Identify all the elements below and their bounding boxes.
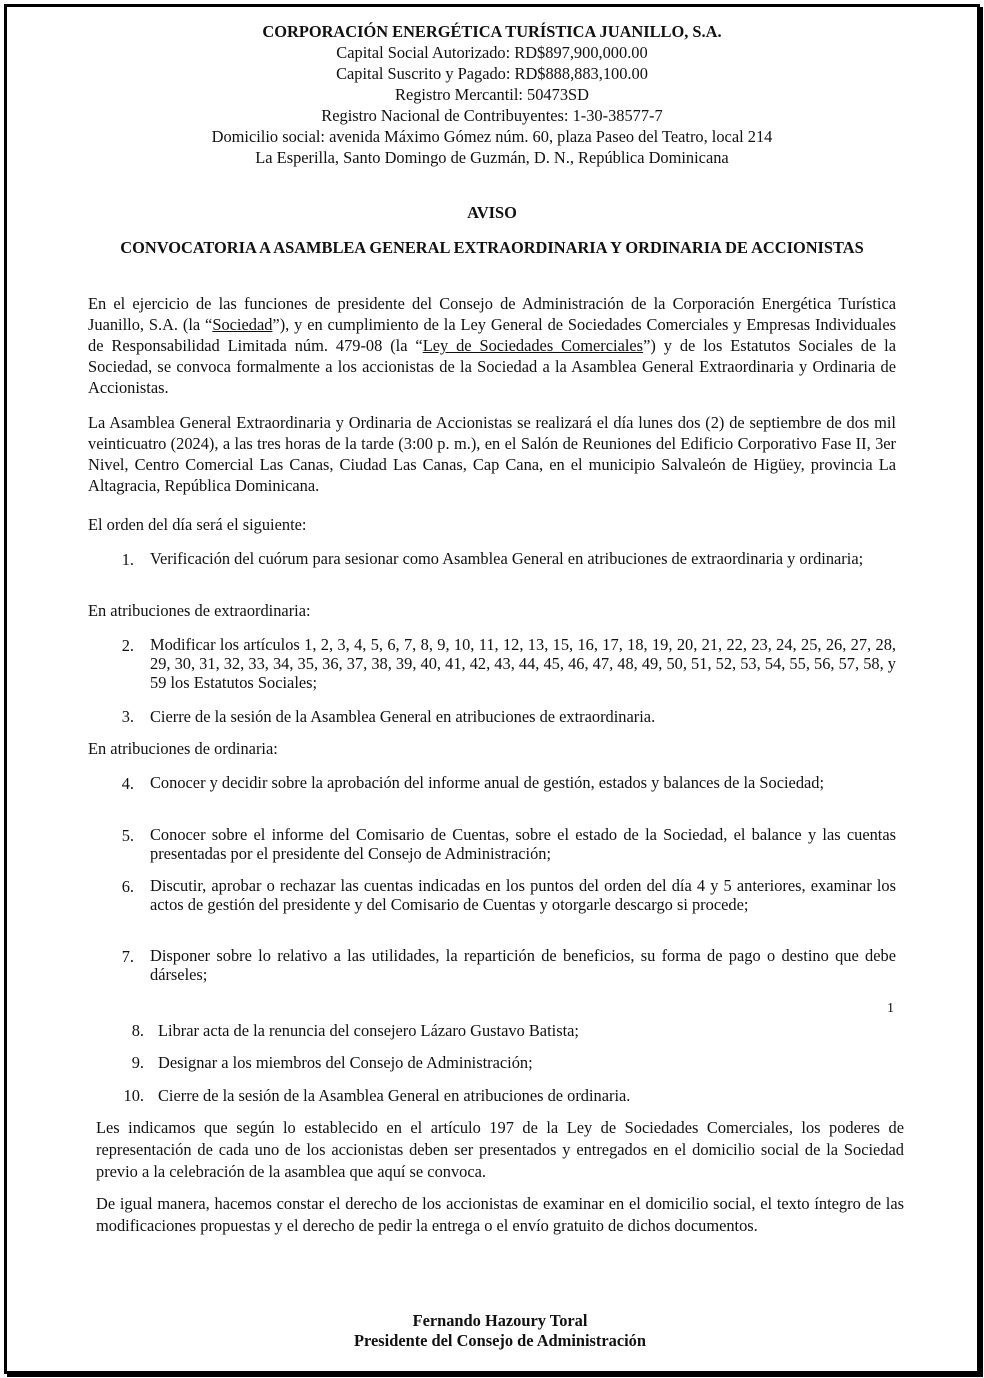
agenda-item-number: 8. bbox=[131, 1021, 144, 1040]
agenda-item-number: 2. bbox=[121, 636, 134, 655]
signatory-name: Fernando Hazoury Toral bbox=[412, 1311, 588, 1330]
agenda-item-text: Conocer y decidir sobre la aprobación del informe anual de gestión, estados y balances de la Sociedad; bbox=[150, 773, 825, 792]
agenda-item-text: Cierre de la sesión de la Asamblea General en atribuciones de ordinaria. bbox=[158, 1086, 631, 1105]
mercantile-registry: Registro Mercantil: 50473SD bbox=[395, 85, 589, 104]
authorized-capital: Capital Social Autorizado: RD$897,900,000.00 bbox=[336, 43, 648, 62]
agenda-item-number: 5. bbox=[121, 826, 134, 845]
paid-capital: Capital Suscrito y Pagado: RD$888,883,100.00 bbox=[336, 64, 648, 83]
agenda-item-text: Designar a los miembros del Consejo de Administración; bbox=[158, 1053, 533, 1072]
defined-term-sociedad: Sociedad bbox=[212, 315, 273, 334]
notice-title: AVISO bbox=[467, 203, 517, 222]
agenda-item-text: Modificar los artículos 1, 2, 3, 4, 5, 6, 7, 8, 9, 10, 11, 12, 13, 15, 16, 17, 18, 19, 20, 21, 22, 23, 24, 25, 26, 27, 28, 29, 30, 31, 32, 33, 34, 35, 36, 37, 38, 39, 40, 41, 42, 43, 44, 45, 46, 47, 48, 49, 50, 51, 52, 53, 54, 55, 56, 57, 58, y 59 los Estatutos Sociales; bbox=[150, 635, 896, 692]
agenda-item-number: 4. bbox=[121, 774, 134, 793]
signatory-title: Presidente del Consejo de Administración bbox=[354, 1331, 646, 1350]
letterhead bbox=[80, 22, 904, 168]
address-line-1: Domicilio social: avenida Máximo Gómez núm. 60, plaza Paseo del Teatro, local 214 bbox=[211, 127, 773, 146]
agenda-item-text: Disponer sobre lo relativo a las utilidades, la repartición de beneficios, su forma de pago o destino que debe dárseles; bbox=[150, 946, 896, 984]
intro-text-1: En el ejercicio de las funciones de presidente del Consejo de Administración de la Corporación Energética Turística Juanillo, S.A. (la “ bbox=[88, 294, 896, 334]
company-name: CORPORACIÓN ENERGÉTICA TURÍSTICA JUANILLO, S.A. bbox=[262, 22, 722, 41]
address-line-2: La Esperilla, Santo Domingo de Guzmán, D. N., República Dominicana bbox=[255, 148, 729, 167]
intro-text-3: ”) y de los Estatutos Sociales de la Sociedad, se convoca formalmente a los accionistas de la Sociedad a la Asamblea General Extraordinaria y Ordinaria de Accionistas. bbox=[88, 336, 896, 397]
powers-paragraph: Les indicamos que según lo establecido en el artículo 197 de la Ley de Sociedades Comerciales, los poderes de representación de cada uno de los accionistas deben ser presentados y entregados en el domicilio social de la Sociedad previo a la celebración de la asamblea que aquí se convoca. bbox=[96, 1118, 904, 1181]
rights-paragraph: De igual manera, hacemos constar el derecho de los accionistas de examinar en el domicilio social, el texto íntegro de las modificaciones propuestas y el derecho de pedir la entrega o el envío gratuito de dichos documentos. bbox=[96, 1194, 904, 1235]
agenda-item-number: 6. bbox=[121, 877, 134, 896]
agenda-item-number: 9. bbox=[131, 1053, 144, 1072]
agenda-item-number: 10. bbox=[123, 1086, 144, 1105]
page-number: 1 bbox=[887, 1001, 894, 1016]
intro-text-2: ”), y en cumplimiento de la Ley General de Sociedades Comerciales y Empresas Individuales de Responsabilidad Limitada núm. 479-08 (la “ bbox=[88, 315, 896, 355]
convocation-title: CONVOCATORIA A ASAMBLEA GENERAL EXTRAORDINARIA Y ORDINARIA DE ACCIONISTAS bbox=[120, 238, 864, 257]
ordinary-heading: En atribuciones de ordinaria: bbox=[88, 739, 278, 758]
taxpayer-registry: Registro Nacional de Contribuyentes: 1-30-38577-7 bbox=[321, 106, 663, 125]
agenda-item-text: Cierre de la sesión de la Asamblea General en atribuciones de extraordinaria. bbox=[150, 707, 656, 726]
agenda-item-number: 3. bbox=[121, 707, 134, 726]
agenda-item-text: Discutir, aprobar o rechazar las cuentas indicadas en los puntos del orden del día 4 y 5 anteriores, examinar los actos de gestión del presidente y del Comisario de Cuentas y otorgarle descargo si procede; bbox=[150, 876, 896, 914]
intro-paragraph bbox=[88, 293, 896, 398]
agenda-intro: El orden del día será el siguiente: bbox=[88, 515, 307, 534]
defined-term-ley: Ley de Sociedades Comerciales bbox=[422, 336, 644, 355]
agenda-item-number: 1. bbox=[121, 550, 134, 569]
agenda-item-text: Conocer sobre el informe del Comisario de Cuentas, sobre el estado de la Sociedad, el balance y las cuentas presentadas por el presidente del Consejo de Administración; bbox=[150, 825, 896, 863]
meeting-paragraph: La Asamblea General Extraordinaria y Ordinaria de Accionistas se realizará el día lunes dos (2) de septiembre de dos mil veinticuatro (2024), a las tres horas de la tarde (3:00 p. m.), en el Salón de Reuniones del Edificio Corporativo Fase II, 3er Nivel, Centro Comercial Las Canas, Ciudad Las Canas, Cap Cana, en el municipio Salvaleón de Higüey, provincia La Altagracia, República Dominicana. bbox=[88, 413, 896, 495]
agenda-item-text: Verificación del cuórum para sesionar como Asamblea General en atribuciones de extraordinaria y ordinaria; bbox=[150, 549, 864, 568]
extraordinary-heading: En atribuciones de extraordinaria: bbox=[88, 601, 311, 620]
agenda-item-text: Librar acta de la renuncia del consejero Lázaro Gustavo Batista; bbox=[158, 1021, 579, 1040]
agenda-item-number: 7. bbox=[121, 947, 134, 966]
